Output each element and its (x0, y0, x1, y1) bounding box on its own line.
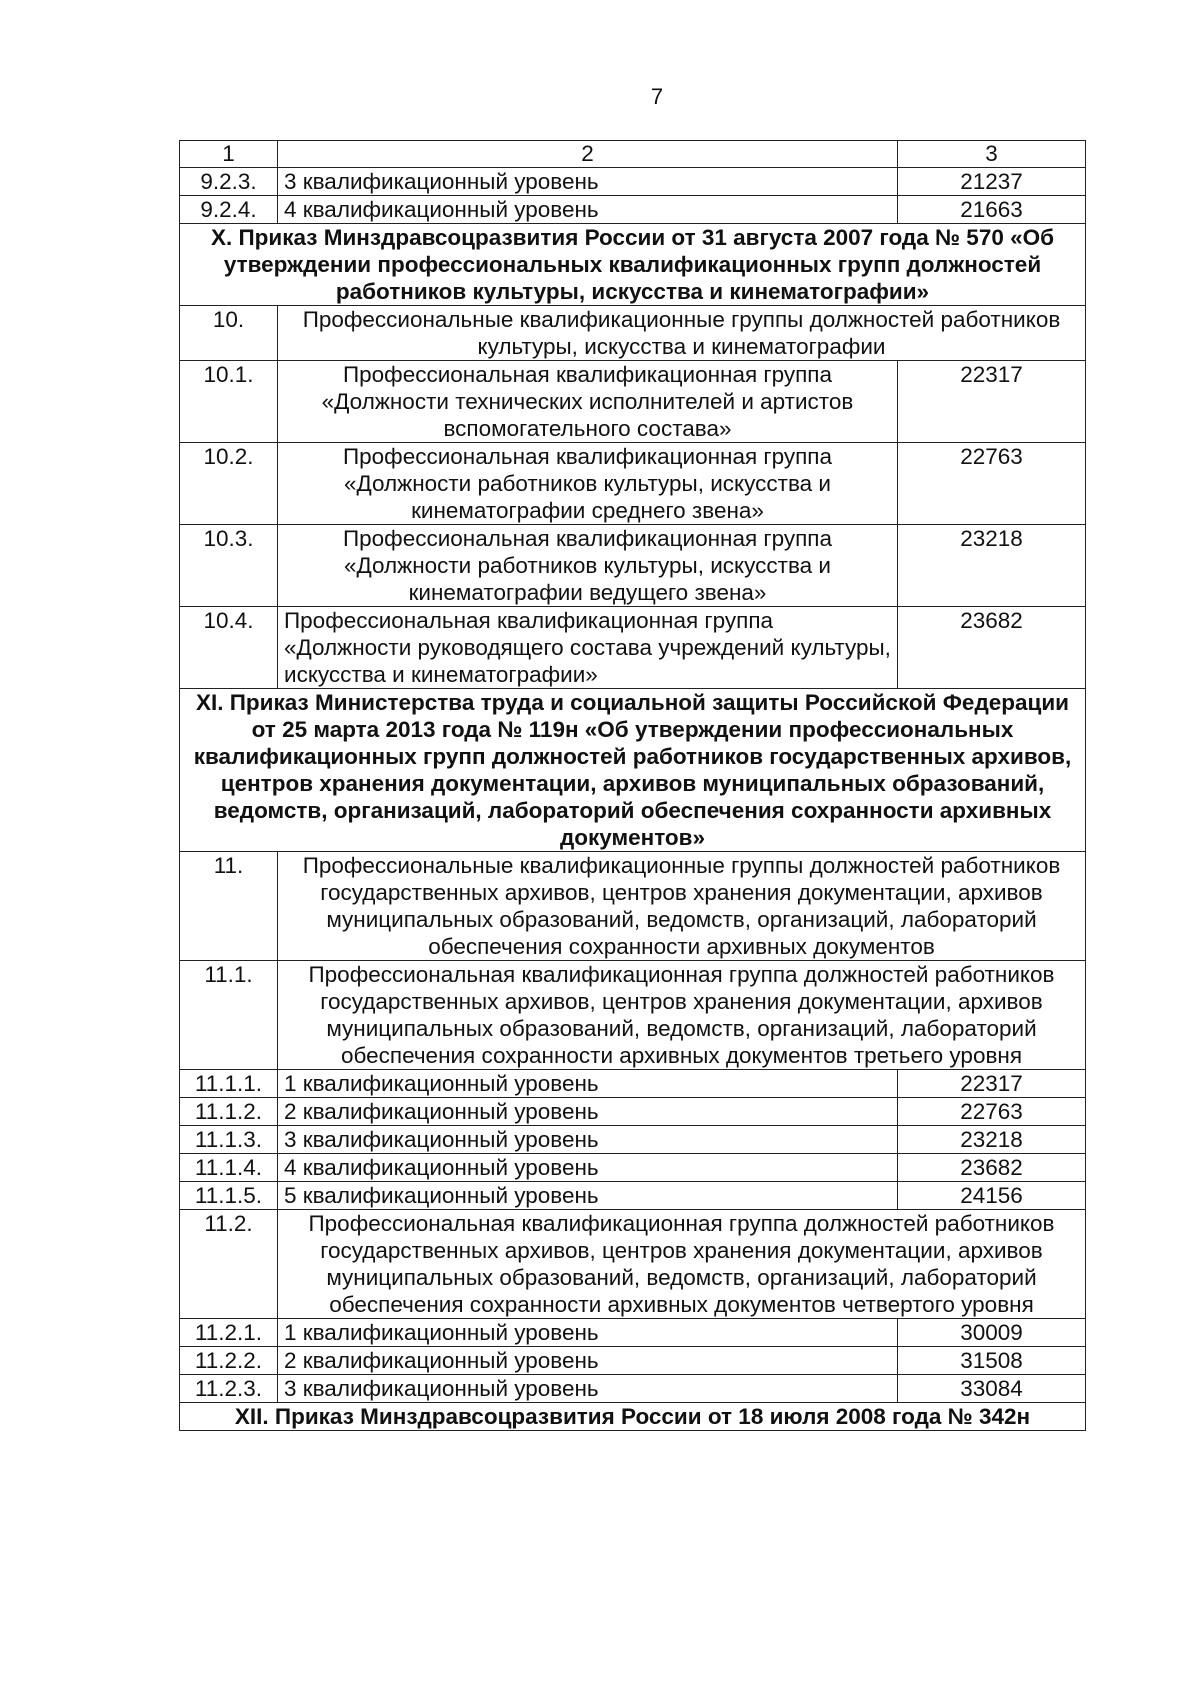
group-row (180, 1210, 1086, 1319)
row-number: 11.1.5. (180, 1182, 278, 1210)
row-description: 5 квалификационный уровень (278, 1182, 898, 1210)
table-row (180, 168, 1086, 196)
row-description: Профессиональная квалификационная группа «Должности работников культуры, искусства и кинематографии среднего звена» (278, 443, 898, 525)
section-heading: XII. Приказ Минздравсоцразвития России от 18 июля 2008 года № 342н (180, 1403, 1086, 1431)
row-description: 4 квалификационный уровень (278, 1154, 898, 1182)
section-heading-row (180, 689, 1086, 852)
row-number: 11. (180, 852, 278, 961)
tariff-table (179, 140, 1086, 1431)
group-title: Профессиональные квалификационные группы должностей работников государственных архивов, центров хранения документации, архивов муниципальных образований, ведомств, организаций, лабораторий обеспечения сохранности архивных документов (278, 852, 1086, 961)
header-col-1: 1 (180, 141, 278, 168)
row-value: 31508 (898, 1347, 1086, 1375)
table-row (180, 1375, 1086, 1403)
row-number: 11.2.2. (180, 1347, 278, 1375)
row-number: 11.1.2. (180, 1098, 278, 1126)
section-heading-row (180, 1403, 1086, 1431)
row-number: 11.2.1. (180, 1319, 278, 1347)
group-title: Профессиональная квалификационная группа должностей работников государственных архивов, центров хранения документации, архивов муниципальных образований, ведомств, организаций, лабораторий обеспечения сохранности архивных документов третьего уровня (278, 961, 1086, 1070)
row-number: 10. (180, 306, 278, 361)
row-value: 23682 (898, 607, 1086, 689)
row-number: 9.2.3. (180, 168, 278, 196)
table-body (180, 141, 1086, 1431)
row-number: 10.1. (180, 361, 278, 443)
row-description: 1 квалификационный уровень (278, 1319, 898, 1347)
row-value: 23218 (898, 1126, 1086, 1154)
row-number: 10.4. (180, 607, 278, 689)
row-description: Профессиональная квалификационная группа «Должности руководящего состава учреждений культуры, искусства и кинематографии» (278, 607, 898, 689)
group-title: Профессиональные квалификационные группы должностей работников культуры, искусства и кинематографии (278, 306, 1086, 361)
row-description: 2 квалификационный уровень (278, 1347, 898, 1375)
table-row (180, 361, 1086, 443)
table-header-row (180, 141, 1086, 168)
row-description: Профессиональная квалификационная группа «Должности работников культуры, искусства и кинематографии ведущего звена» (278, 525, 898, 607)
row-value: 22763 (898, 1098, 1086, 1126)
row-value: 21237 (898, 168, 1086, 196)
row-value: 30009 (898, 1319, 1086, 1347)
table-row (180, 1347, 1086, 1375)
table-row (180, 1098, 1086, 1126)
table-row (180, 1070, 1086, 1098)
row-number: 11.1.3. (180, 1126, 278, 1154)
row-number: 11.2.3. (180, 1375, 278, 1403)
section-heading: X. Приказ Минздравсоцразвития России от 31 августа 2007 года № 570 «Об утверждении профессиональных квалификационных групп должностей работников культуры, искусства и кинематографии» (180, 224, 1086, 306)
row-description: Профессиональная квалификационная группа «Должности технических исполнителей и артистов вспомогательного состава» (278, 361, 898, 443)
group-row (180, 852, 1086, 961)
table-row (180, 525, 1086, 607)
table-row (180, 607, 1086, 689)
group-row (180, 961, 1086, 1070)
row-description: 2 квалификационный уровень (278, 1098, 898, 1126)
row-number: 9.2.4. (180, 196, 278, 224)
table-row (180, 1319, 1086, 1347)
header-col-2: 2 (278, 141, 898, 168)
group-row (180, 306, 1086, 361)
page-number: 7 (650, 84, 664, 109)
row-number: 11.2. (180, 1210, 278, 1319)
row-description: 4 квалификационный уровень (278, 196, 898, 224)
row-number: 11.1. (180, 961, 278, 1070)
row-value: 33084 (898, 1375, 1086, 1403)
row-value: 22317 (898, 1070, 1086, 1098)
row-description: 3 квалификационный уровень (278, 1375, 898, 1403)
row-value: 24156 (898, 1182, 1086, 1210)
row-value: 23682 (898, 1154, 1086, 1182)
row-description: 3 квалификационный уровень (278, 168, 898, 196)
row-number: 10.2. (180, 443, 278, 525)
table-row (180, 443, 1086, 525)
table-row (180, 1182, 1086, 1210)
section-heading-row (180, 224, 1086, 306)
table-row (180, 1126, 1086, 1154)
row-number: 11.1.1. (180, 1070, 278, 1098)
section-heading: XI. Приказ Министерства труда и социальной защиты Российской Федерации от 25 марта 2013 года № 119н «Об утверждении профессиональных квалификационных групп должностей работников государственных архивов, центров хранения документации, архивов муниципальных образований, ведомств, организаций, лабораторий обеспечения сохранности архивных документов» (180, 689, 1086, 852)
group-title: Профессиональная квалификационная группа должностей работников государственных архивов, центров хранения документации, архивов муниципальных образований, ведомств, организаций, лабораторий обеспечения сохранности архивных документов четвертого уровня (278, 1210, 1086, 1319)
row-value: 22317 (898, 361, 1086, 443)
row-value: 21663 (898, 196, 1086, 224)
row-number: 10.3. (180, 525, 278, 607)
row-number: 11.1.4. (180, 1154, 278, 1182)
row-value: 23218 (898, 525, 1086, 607)
row-value: 22763 (898, 443, 1086, 525)
table-row (180, 1154, 1086, 1182)
header-col-3: 3 (898, 141, 1086, 168)
table-row (180, 196, 1086, 224)
row-description: 1 квалификационный уровень (278, 1070, 898, 1098)
row-description: 3 квалификационный уровень (278, 1126, 898, 1154)
